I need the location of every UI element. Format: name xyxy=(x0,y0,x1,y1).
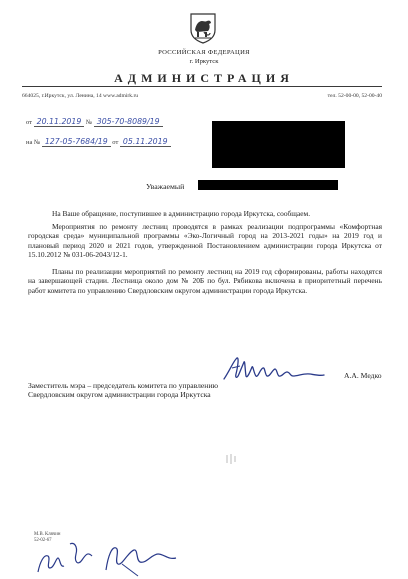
country-line: РОССИЙСКАЯ ФЕДЕРАЦИЯ xyxy=(158,49,250,56)
approval-signatures-icon xyxy=(18,524,218,579)
paragraph-intro: На Ваше обращение, поступившее в администрацию города Иркутска, сообщаем. xyxy=(52,209,311,218)
outgoing-registration xyxy=(26,117,163,127)
paragraph-program: Мероприятия по ремонту лестниц проводятся в рамках реализации подпрограммы «Комфортная городская среда» муниципальной программы «Эко-Логичный город на 2013-2021 годы» на 2019 год и плановый период 2020 и 2021 годов, утвержденной Постановлением администрации города Иркутска от 15.10.2012 № 031-06-2043/12-1. xyxy=(28,222,382,260)
outgoing-number: 305-70-8089/19 xyxy=(94,117,163,127)
coat-of-arms-icon xyxy=(189,12,217,44)
phone-text: тел. 52-00-00, 52-00-40 xyxy=(327,93,382,99)
reference-date: 05.11.2019 xyxy=(120,137,171,147)
signer-name: А.А. Медко xyxy=(344,371,382,380)
from-label: от xyxy=(26,119,33,126)
executor-name: М.В. Клячин xyxy=(34,532,61,537)
redacted-addressee xyxy=(212,121,345,168)
signature-icon xyxy=(220,352,328,390)
signer-position: Заместитель мэра – председатель комитета по управлению Свердловским округом администрации города Иркутска xyxy=(28,381,219,400)
redacted-name xyxy=(198,180,338,190)
page-title: АДМИНИСТРАЦИЯ xyxy=(114,71,294,85)
ref-from-label: от xyxy=(112,139,119,146)
city-line: г. Иркутск xyxy=(189,58,219,65)
executor-phone: 52-02-67 xyxy=(34,538,52,543)
reference-number: 127-05-7684/19 xyxy=(42,137,111,147)
faint-mark-icon xyxy=(224,452,240,466)
reference-registration xyxy=(26,137,171,147)
outgoing-date: 20.11.2019 xyxy=(34,117,85,127)
header-divider xyxy=(22,86,382,87)
greeting: Уважаемый xyxy=(146,182,185,191)
address-text: 664025, г.Иркутск, ул. Ленина, 14 www.admirk.ru xyxy=(22,93,139,99)
paragraph-plans: Планы по реализации мероприятий по ремонту лестниц на 2019 год сформированы, работы находятся на завершающей стадии. Лестница около дом № 20Б по бул. Рябикова включена в приоритетный перечень работ комитета по управлению Свердловским округом администрации города Иркутска. xyxy=(28,267,382,295)
ref-label: на № xyxy=(26,139,41,146)
number-label: № xyxy=(85,119,93,126)
